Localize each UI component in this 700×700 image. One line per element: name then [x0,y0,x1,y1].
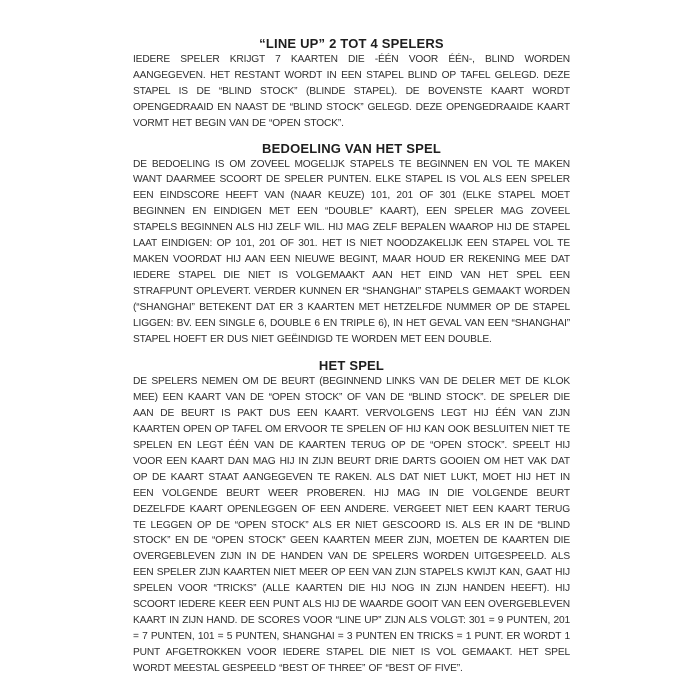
rules-page [133,36,570,677]
section-line-up [133,36,570,132]
section-bedoeling [133,141,570,348]
section-title: HET SPEL [318,358,385,374]
section-title: “LINE UP” 2 TOT 4 SPELERS [259,36,444,51]
section-body: DE SPELERS NEMEN OM DE BEURT (BEGINNEND LINKS VAN DE DELER MET DE KLOK MEE) EEN KAART VAN DE “OPEN STOCK” OF VAN DE “BLIND STOCK”. DE SPELER DIE AAN DE BEURT IS PAKT DUS EEN KAART. VERVOLGENS LEGT HIJ ÉÉN VAN ZIJN KAARTEN OPEN OP TAFEL OM ERVOOR TE SPELEN OF HIJ KAN OOK BESLUITEN NIET TE SPELEN EN LEGT ÉÉN VAN DE KAARTEN TERUG OP DE “OPEN STOCK”. SPEELT HIJ VOOR EEN KAART DAN MAG HIJ IN ZIJN BEURT DRIE DARTS GOOIEN OM HET VAK DAT OP DE KAART STAAT AANGEGEVEN TE RAKEN. ALS DAT NIET LUKT, MOET HIJ HET IN EEN VOLGENDE BEURT WEER PROBEREN. HIJ MAG IN DIE VOLGENDE BEURT DEZELFDE KAART OPENLEGGEN OF EEN ANDERE. VERGEET NIET EEN KAART TERUG TE LEGGEN OP DE “OPEN STOCK” ALS ER NIET GESCOORD IS. ALS ER IN DE “BLIND STOCK” EN DE “OPEN STOCK” GEEN KAARTEN MEER ZIJN, MOETEN DE KAARTEN DIE OVERGEBLEVEN ZIJN IN DE HANDEN VAN DE SPELERS WORDEN UITGESPEELD. ALS EEN SPELER ZIJN KAARTEN NIET MEER OP EEN VAN ZIJN STAPELS KWIJT KAN, GAAT HIJ SPELEN VOOR “TRICKS” (ALLE KAARTEN DIE HIJ NOG IN ZIJN HANDEN HEEFT). HIJ SCOORT IEDERE KEER EEN PUNT ALS HIJ DE WAARDE GOOIT VAN EEN OVERGEBLEVEN KAART IN ZIJN HAND. DE SCORES VOOR “LINE UP” ZIJN ALS VOLGT: 301 = 9 PUNTEN, 201 = 7 PUNTEN, 101 = 5 PUNTEN, SHANGHAI = 3 PUNTEN EN TRICKS = 1 PUNT. ER WORDT 1 PUNT AFGETROKKEN VOOR IEDERE STAPEL DIE NIET IS VOL GEMAAKT. HET SPEL WORDT MEESTAL GESPEELD “BEST OF THREE” OF “BEST OF FIVE”. [133,376,570,674]
section-title: BEDOELING VAN HET SPEL [262,140,441,156]
section-het-spel [133,358,570,676]
section-body: DE BEDOELING IS OM ZOVEEL MOGELIJK STAPELS TE BEGINNEN EN VOL TE MAKEN WANT DAARMEE SCOORT DE SPELER PUNTEN. ELKE STAPEL IS VOL ALS EEN SPELER EEN EINDSCORE HEEFT VAN (NAAR KEUZE) 101, 201 OF 301 (ELKE STAPEL MOET BEGINNEN EN EINDIGEN MET EEN “DOUBLE” KAART), EEN SPELER MAG ZOVEEL STAPELS BEGINNEN ALS HIJ ZELF WIL. HIJ MAG ZELF BEPALEN WAAROP HIJ DE STAPEL LAAT EINDIGEN: OP 101, 201 OF 301. HET IS NIET NOODZAKELIJK EEN STAPEL VOL TE MAKEN VOORDAT HIJ AAN EEN NIEUWE BEGINT, MAAR HOUD ER REKENING MEE DAT IEDERE STAPEL DIE NIET IS VOLGEMAAKT AAN HET EIND VAN HET SPEL EEN STRAFPUNT OPLEVERT. VERDER KUNNEN ER “SHANGHAI” STAPELS GEMAAKT WORDEN (“SHANGHAI” BETEKENT DAT ER 3 KAARTEN MET HETZELFDE NUMMER OP DE STAPEL LIGGEN: BV. EEN SINGLE 6, DOUBLE 6 EN TRIPLE 6), IN HET GEVAL VAN EEN “SHANGHAI” STAPEL HOEFT ER DUS NIET GEËINDIGD TE WORDEN MET EEN DOUBLE. [133,158,570,345]
section-body: IEDERE SPELER KRIJGT 7 KAARTEN DIE -ÉÉN VOOR ÉÉN-, BLIND WORDEN AANGEGEVEN. HET RESTANT WORDT IN EEN STAPEL BLIND OP TAFEL GELEGD. DEZE STAPEL IS DE “BLIND STOCK” (BLINDE STAPEL). DE BOVENSTE KAART WORDT OPENGEDRAAID EN NAAST DE “BLIND STOCK” GELEGD. DEZE OPENGEDRAAIDE KAART VORMT HET BEGIN VAN DE “OPEN STOCK”. [133,54,570,129]
